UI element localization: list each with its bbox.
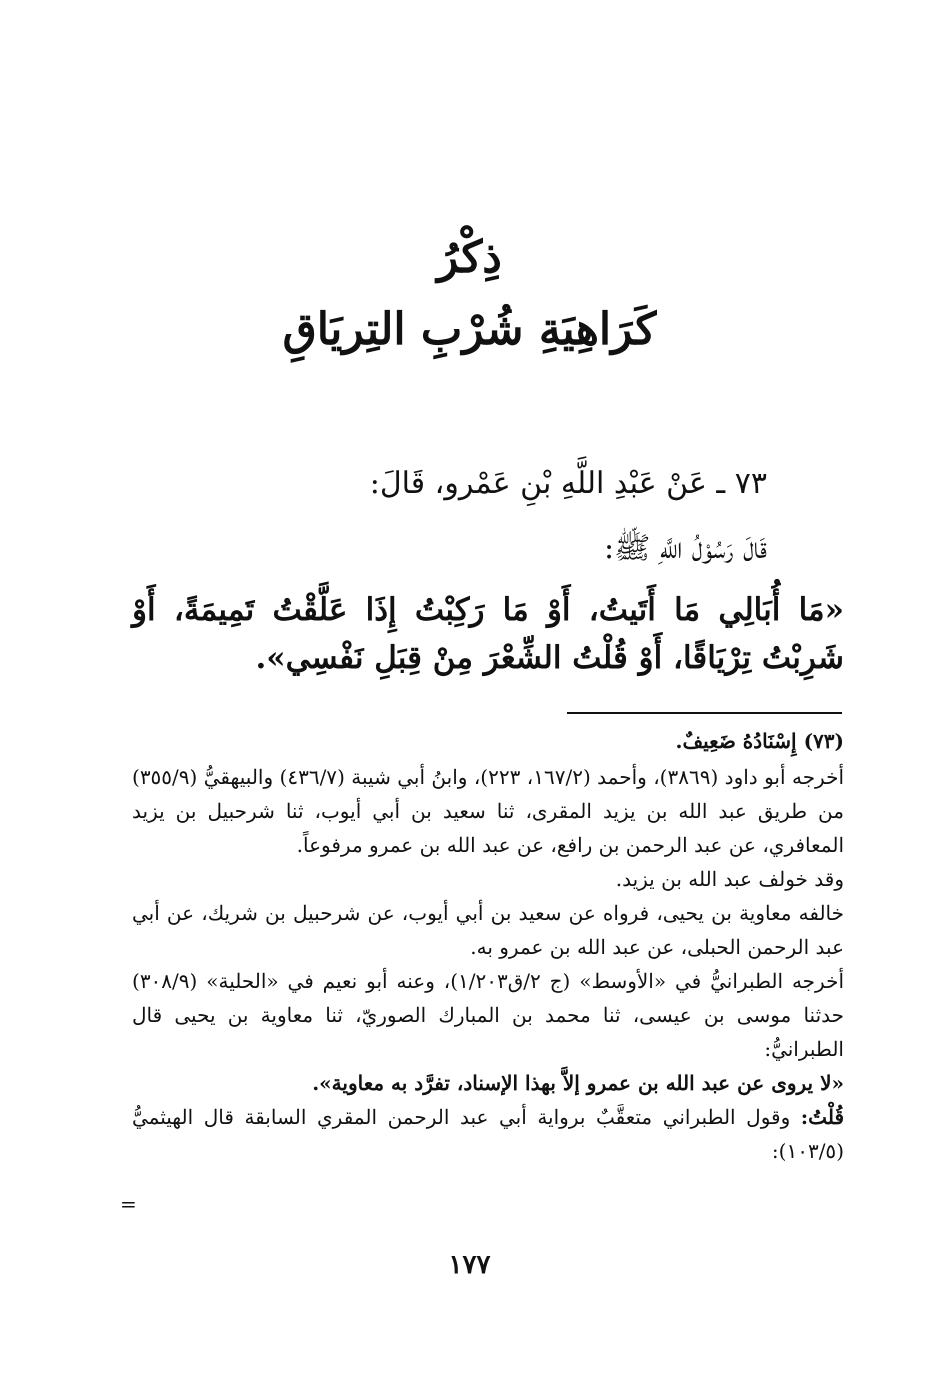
hadith-text: «مَا أُبَالِي مَا أَتَيتُ، أَوْ مَا رَكِبْتُ إِذَا عَلَّقْتُ تَمِيمَةً، أَوْ شَرِبْتُ تِرْيَاقًا، أَوْ قُلْتُ الشِّعْرَ مِنْ قِبَلِ نَفْسِي».: [132, 592, 844, 676]
hadith-intro: ٧٣ ـ عَنْ عَبْدِ اللَّهِ بْنِ عَمْرو، قَالَ:: [369, 466, 767, 501]
footnote-paragraph-1: أخرجه أبو داود (٣٨٦٩)، وأحمد (١٦٧/٢، ٢٢٣)، وابنُ أبي شيبة (٤٣٦/٧) والبيهقيُّ (٣٥٥/٩) من طريق عبد الله بن يزيد المقرى، ثنا سعيد بن أبي أيوب، ثنا شرحبيل بن يزيد المعافري، عن عبد الرحمن بن رافع، عن عبد الله بن عمرو مرفوعاً.: [132, 765, 845, 857]
footnote-divider: [567, 712, 842, 714]
footnote-quote: «لا يروى عن عبد الله بن عمرو إلاَّ بهذا الإسناد، تفرَّد به معاوية».: [312, 1071, 844, 1095]
continuation-mark: =: [120, 1192, 137, 1216]
footnote-qultu-label: قُلْتُ:: [800, 1105, 844, 1129]
footnote-paragraph-6-text: وقول الطبراني متعقَّبٌ برواية أبي عبد الرحمن المقري السابقة قال الهيثميُّ (١٠٣/٥):: [132, 1105, 844, 1163]
footnote-paragraph-6: [132, 1100, 844, 1168]
footnote-paragraph-2: وقد خولف عبد الله بن يزيد.: [615, 867, 844, 891]
footnote-paragraph-3: خالفه معاوية بن يحيى، فرواه عن سعيد بن أبي أيوب، عن شرحبيل بن شريك، عن أبي عبد الرحمن الحبلى، عن عبد الله بن عمرو به.: [132, 901, 844, 959]
footnote-heading: (٧٣) إِسْنَادُهُ ضَعِيفٌ.: [675, 729, 844, 753]
chapter-heading-dhikr: ذِكْرُ: [437, 232, 502, 283]
page-number: ١٧٧: [448, 1250, 491, 1280]
footnotes: [132, 724, 844, 1168]
hadith-chain: قَالَ رَسُوْلُ اللَّهِ ﷺ:: [603, 531, 767, 566]
chapter-heading-title: كَرَاهِيَةِ شُرْبِ التِريَاقِ: [282, 304, 657, 355]
footnote-paragraph-4: أخرجه الطبرانيُّ في «الأوسط» (ج ٢/ق١/٢٠٣)، وعنه أبو نعيم في «الحلية» (٣٠٨/٩) حدثنا موسى بن عيسى، ثنا محمد بن المبارك الصوريّ، ثنا معاوية بن يحيى قال الطبرانيُّ:: [132, 969, 844, 1061]
